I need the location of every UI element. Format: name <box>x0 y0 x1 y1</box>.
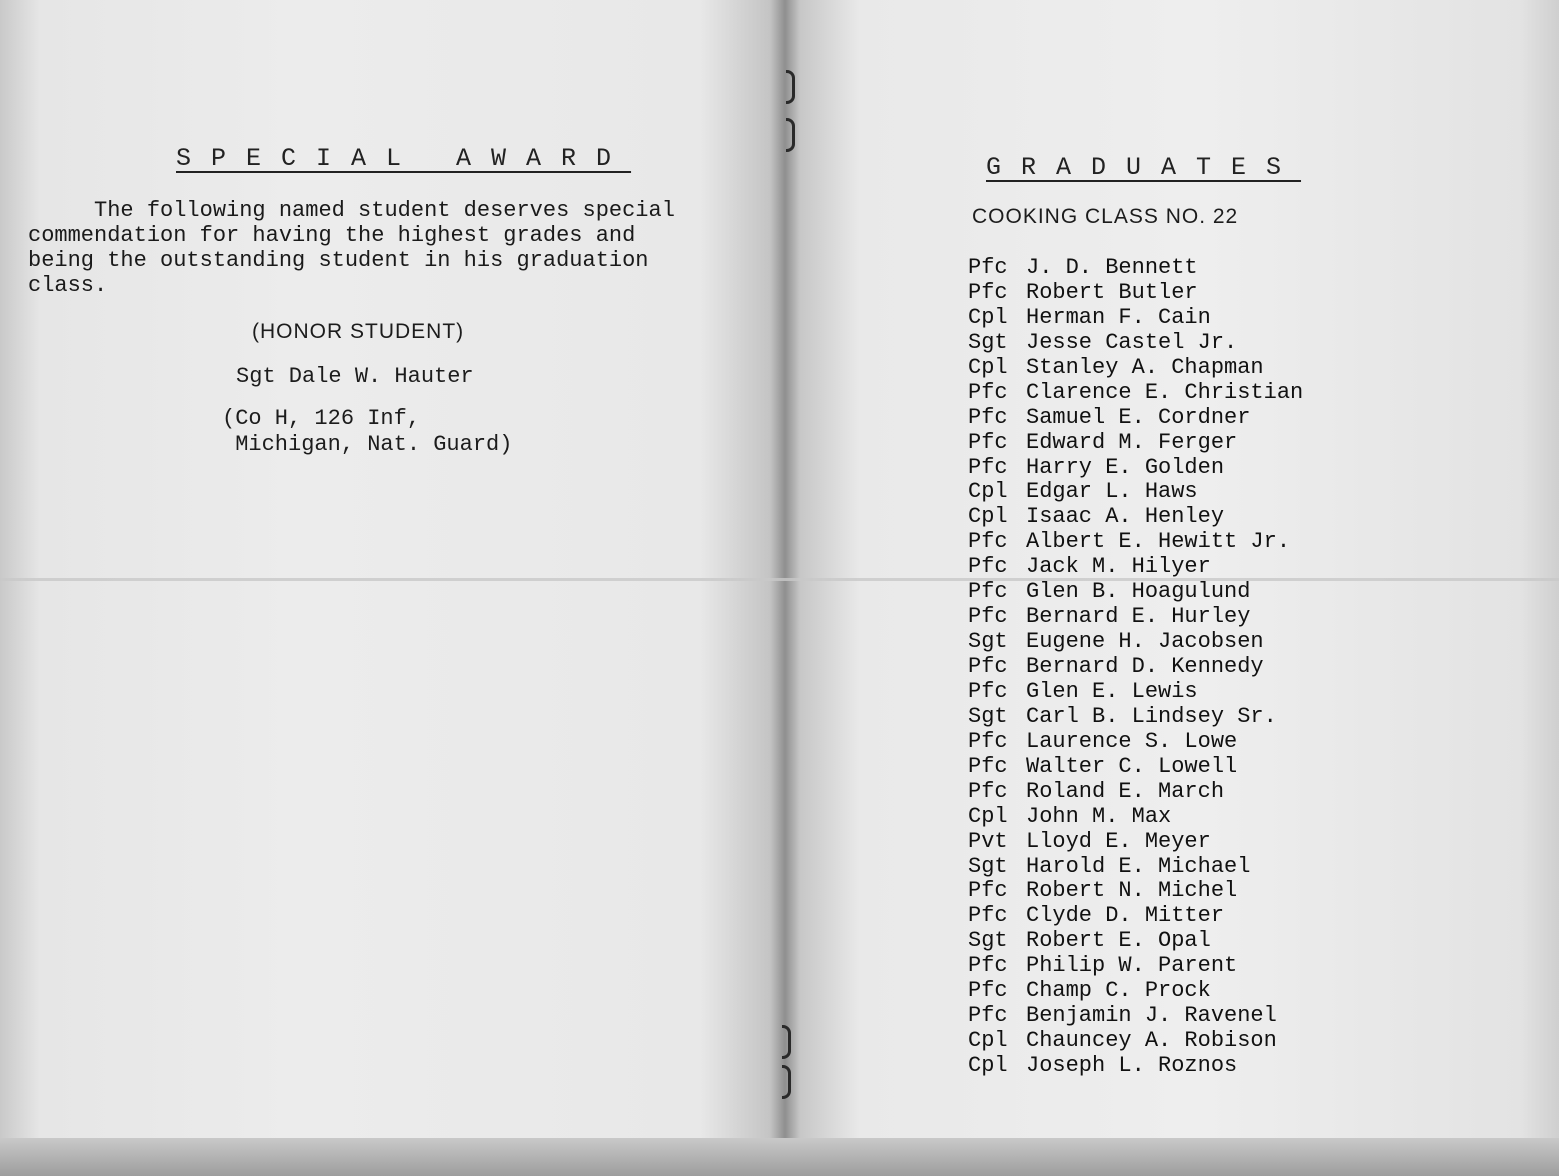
special-award-heading: SPECIAL AWARD <box>176 144 632 173</box>
graduate-rank: Pfc <box>968 903 1008 929</box>
graduate-list-item <box>968 604 1303 629</box>
graduate-list-item <box>968 704 1303 729</box>
graduate-name: Champ C. Prock <box>1026 978 1211 1004</box>
graduate-name: Jesse Castel Jr. <box>1026 329 1238 355</box>
page-bottom-edge <box>0 1138 1559 1176</box>
graduate-name: Isaac A. Henley <box>1026 504 1225 530</box>
graduate-list-item <box>968 654 1303 679</box>
graduate-name: Robert Butler <box>1026 279 1198 305</box>
right-page <box>790 0 1559 1138</box>
graduate-list-item <box>968 729 1303 754</box>
graduate-name: Glen B. Hoagulund <box>1026 579 1251 605</box>
graduate-list-item <box>968 455 1303 480</box>
honor-student-label: (HONOR STUDENT) <box>252 320 465 343</box>
graduate-list-item <box>968 804 1303 829</box>
graduate-list-item <box>968 903 1303 928</box>
graduate-list-item <box>968 629 1303 654</box>
graduate-rank: Pfc <box>968 678 1008 704</box>
graduate-list-item <box>968 1028 1303 1053</box>
graduate-rank: Pfc <box>968 878 1008 904</box>
graduate-name: Laurence S. Lowe <box>1026 728 1238 754</box>
graduate-list-item <box>968 305 1303 330</box>
graduate-list-item <box>968 679 1303 704</box>
honor-student-name: Sgt Dale W. Hauter <box>236 364 474 389</box>
graduate-rank: Pfc <box>968 728 1008 754</box>
graduate-rank: Cpl <box>968 803 1008 829</box>
graduate-list-item <box>968 779 1303 804</box>
graduate-name: Robert N. Michel <box>1026 878 1238 904</box>
graduate-name: Albert E. Hewitt Jr. <box>1026 529 1291 555</box>
graduate-rank: Pfc <box>968 1003 1008 1029</box>
graduate-name: Philip W. Parent <box>1026 953 1238 979</box>
graduate-list-item <box>968 829 1303 854</box>
graduate-rank: Pfc <box>968 604 1008 630</box>
graduate-rank: Pfc <box>968 255 1008 280</box>
graduate-list-item <box>968 878 1303 903</box>
graduate-rank: Sgt <box>968 853 1008 879</box>
graduate-list-item <box>968 554 1303 579</box>
graduate-name: Jack M. Hilyer <box>1026 554 1211 580</box>
graduate-name: Samuel E. Cordner <box>1026 404 1251 430</box>
graduate-name: Bernard D. Kennedy <box>1026 654 1264 679</box>
graduate-rank: Pfc <box>968 404 1008 430</box>
graduate-rank: Cpl <box>968 479 1008 505</box>
graduate-list-item <box>968 1053 1303 1078</box>
graduate-name: Roland E. March <box>1026 778 1225 804</box>
graduate-rank: Pfc <box>968 978 1008 1004</box>
graduate-rank: Pfc <box>968 554 1008 580</box>
graduate-name: Stanley A. Chapman <box>1026 354 1264 380</box>
graduate-name: J. D. Bennett <box>1026 255 1198 280</box>
left-page <box>0 0 780 1138</box>
graduate-name: Clyde D. Mitter <box>1026 903 1225 929</box>
graduate-name: Chauncey A. Robison <box>1026 1028 1277 1054</box>
graduate-rank: Pfc <box>968 379 1008 405</box>
graduate-rank: Sgt <box>968 703 1008 729</box>
graduate-list-item <box>968 854 1303 879</box>
graduate-rank: Pfc <box>968 529 1008 555</box>
graduate-name: Harold E. Michael <box>1026 853 1251 879</box>
commendation-paragraph: The following named student deserves special commendation for having the highest grades and being the outstanding student in his graduation class. <box>28 198 675 298</box>
graduate-list-item <box>968 355 1303 380</box>
honor-student-unit: (Co H, 126 Inf, Michigan, Nat. Guard) <box>222 406 513 457</box>
graduate-rank: Pfc <box>968 654 1008 679</box>
graduate-name: John M. Max <box>1026 803 1172 829</box>
graduate-list-item <box>968 504 1303 529</box>
graduate-list-item <box>968 405 1303 430</box>
graduate-list-item <box>968 754 1303 779</box>
graduate-rank: Pfc <box>968 953 1008 979</box>
graduate-list-item <box>968 1003 1303 1028</box>
graduate-rank: Sgt <box>968 928 1008 954</box>
graduate-list-item <box>968 280 1303 305</box>
graduate-list-item <box>968 579 1303 604</box>
graduate-rank: Pfc <box>968 778 1008 804</box>
graduate-name: Carl B. Lindsey Sr. <box>1026 703 1277 729</box>
graduate-name: Walter C. Lowell <box>1026 753 1238 779</box>
graduate-rank: Cpl <box>968 504 1008 530</box>
graduate-rank: Sgt <box>968 329 1008 355</box>
graduate-name: Glen E. Lewis <box>1026 678 1198 704</box>
graduate-list-item <box>968 255 1303 280</box>
graduate-list-item <box>968 479 1303 504</box>
graduate-rank: Pfc <box>968 753 1008 779</box>
graduate-list-item <box>968 430 1303 455</box>
graduate-rank: Pfc <box>968 454 1008 480</box>
graduate-rank: Cpl <box>968 304 1008 330</box>
graduate-list-item <box>968 380 1303 405</box>
graduate-name: Joseph L. Roznos <box>1026 1053 1238 1078</box>
graduate-rank: Pfc <box>968 579 1008 605</box>
graduate-list-item <box>968 330 1303 355</box>
graduate-rank: Cpl <box>968 1028 1008 1054</box>
graduate-list-item <box>968 928 1303 953</box>
class-number-label: COOKING CLASS NO. 22 <box>972 205 1239 228</box>
graduate-rank: Cpl <box>968 354 1008 380</box>
graduate-name: Eugene H. Jacobsen <box>1026 629 1264 655</box>
graduate-rank: Sgt <box>968 629 1008 655</box>
graduate-name: Lloyd E. Meyer <box>1026 828 1211 854</box>
graduate-list-item <box>968 978 1303 1003</box>
graduate-name: Clarence E. Christian <box>1026 379 1304 405</box>
graduates-list <box>968 255 1303 1078</box>
graduate-name: Harry E. Golden <box>1026 454 1225 480</box>
graduate-name: Edward M. Ferger <box>1026 429 1238 455</box>
graduate-list-item <box>968 953 1303 978</box>
graduate-name: Edgar L. Haws <box>1026 479 1198 505</box>
graduate-rank: Pfc <box>968 429 1008 455</box>
graduates-heading: GRADUATES <box>986 153 1302 182</box>
graduate-rank: Pfc <box>968 279 1008 305</box>
graduate-name: Benjamin J. Ravenel <box>1026 1003 1277 1029</box>
graduate-name: Robert E. Opal <box>1026 928 1211 954</box>
graduate-name: Herman F. Cain <box>1026 304 1211 330</box>
graduate-list-item <box>968 529 1303 554</box>
graduate-name: Bernard E. Hurley <box>1026 604 1251 630</box>
graduate-rank: Pvt <box>968 828 1008 854</box>
graduate-rank: Cpl <box>968 1053 1008 1078</box>
